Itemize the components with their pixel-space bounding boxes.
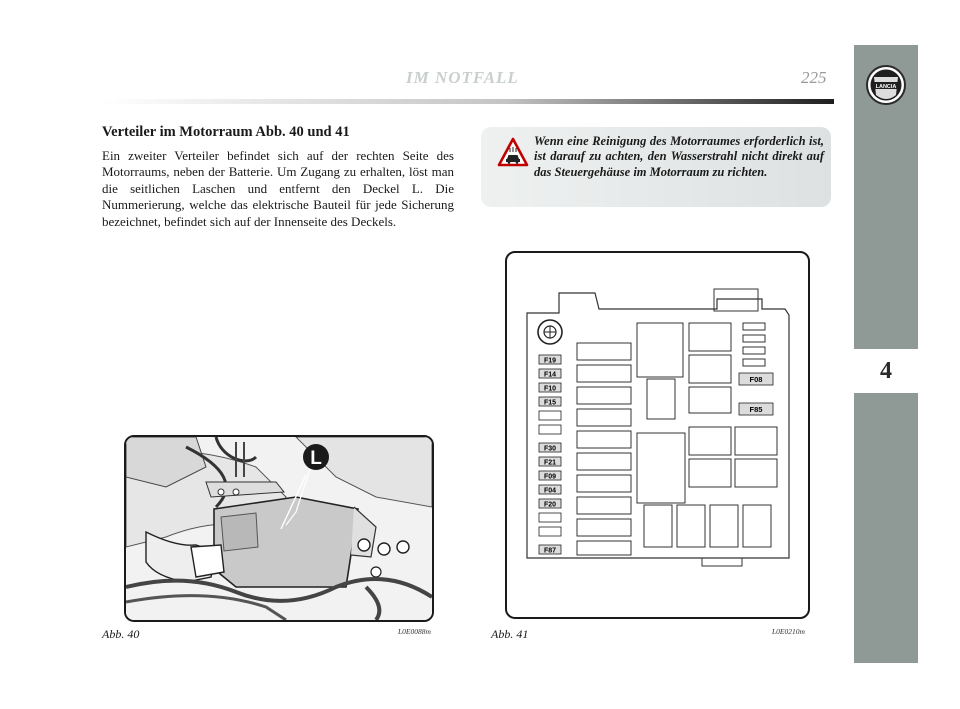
figure-41-image [505, 251, 810, 619]
fuse-label: F21 [543, 459, 557, 467]
fuse-F87[interactable] [539, 545, 561, 555]
warning-text: Wenn eine Reinigung des Motorraumes erforderlich ist, ist darauf zu achten, den Wasserstrahl nicht direkt auf das Steuergehäuse im Motorraum zu richten. [534, 134, 824, 179]
lancia-logo-icon [862, 63, 910, 107]
section-body: Ein zweiter Verteiler befindet sich auf der rechten Seite des Motorraums, neben der Batterie. Um Zugang zu erhalten, löst man die seitlichen Laschen und entfernt den Deckel L. Die Nummerierung, welche das elektrische Bauteil für jede Sicherung bezeichnet, befindet sich auf der Innenseite des Deckels. [102, 148, 454, 229]
fuse-slot-empty [539, 513, 561, 522]
fuse-label: F14 [543, 371, 557, 379]
fuse-F21[interactable] [539, 457, 561, 467]
fuse-F30[interactable] [539, 443, 561, 453]
chapter-number: 4 [880, 358, 892, 384]
fuse-slot-empty [539, 527, 561, 536]
fuse-F08[interactable] [739, 373, 773, 385]
figure-40-marker: L [310, 448, 322, 469]
figure-40-code: L0E0088m [398, 627, 431, 636]
fuse-label: F08 [749, 375, 763, 384]
figure-40-image [124, 435, 434, 622]
running-header: IM NOTFALL [406, 68, 519, 87]
fuse-F04[interactable] [539, 485, 561, 495]
figure-41-code: L0E0210m [772, 627, 805, 636]
figure-41-caption: Abb. 41 [491, 627, 529, 641]
fuse-label: F04 [543, 487, 557, 495]
fuse-label: F15 [543, 399, 557, 407]
fuse-label: F10 [543, 385, 557, 393]
fuse-F20[interactable] [539, 499, 561, 509]
section-title: Verteiler im Motorraum Abb. 40 und 41 [102, 124, 350, 140]
figure-40-caption: Abb. 40 [102, 627, 140, 641]
fuse-label: F85 [749, 405, 763, 414]
fuse-label: F09 [543, 473, 557, 481]
page-number: 225 [801, 68, 827, 87]
logo-text: LANCIA [875, 84, 897, 90]
header-rule [102, 99, 834, 104]
fuse-label: F20 [543, 501, 557, 509]
fuse-label: F87 [543, 547, 557, 555]
fuse-label: F19 [543, 357, 557, 365]
chapter-tab[interactable] [854, 349, 918, 393]
fuse-F85[interactable] [739, 403, 773, 415]
fuse-F19[interactable] [539, 355, 561, 365]
fuse-F09[interactable] [539, 471, 561, 481]
fuse-slot-empty [539, 425, 561, 434]
fuse-F15[interactable] [539, 397, 561, 407]
fuse-F14[interactable] [539, 369, 561, 379]
fuse-label: F30 [543, 445, 557, 453]
fuse-F10[interactable] [539, 383, 561, 393]
fuse-slot-empty [539, 411, 561, 420]
